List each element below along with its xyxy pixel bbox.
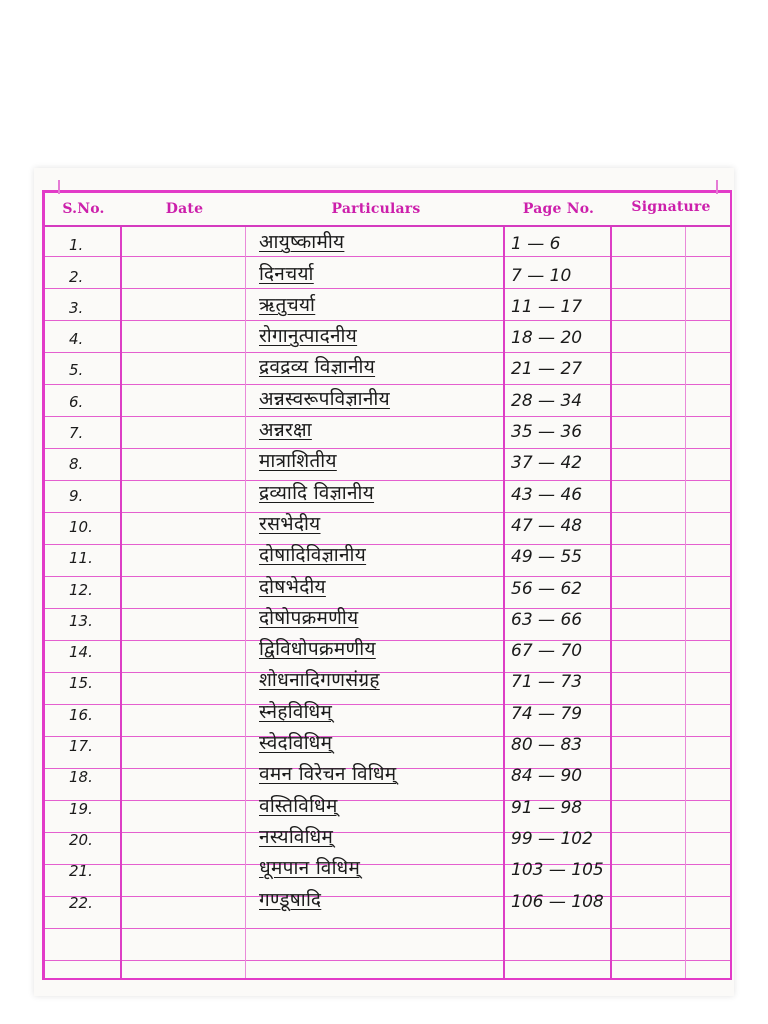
row-pages: 99 — 102 (511, 828, 593, 849)
row-pages: 74 — 79 (511, 703, 583, 724)
row-signature (612, 755, 730, 759)
row-serial: 13. (69, 611, 93, 630)
table-row (45, 728, 730, 759)
table-row (45, 352, 730, 383)
row-particulars: ऋतुचर्या (259, 293, 316, 316)
row-signature (612, 411, 730, 415)
header-signature: Signature (631, 199, 711, 215)
row-date (122, 818, 247, 822)
row-date (122, 849, 247, 853)
row-serial: 14. (69, 643, 93, 662)
row-particulars: रसभेदीय (259, 512, 321, 535)
row-pages: 91 — 98 (511, 797, 583, 818)
table-row (45, 415, 730, 446)
row-date (122, 630, 247, 634)
header-particulars: Particulars (331, 201, 421, 217)
row-particulars: वस्तिविधिम् (259, 794, 338, 817)
row-particulars: द्रव्यादि विज्ञानीय (259, 481, 375, 504)
row-signature (612, 567, 730, 571)
row-date (122, 442, 247, 446)
row-date (122, 912, 247, 916)
row-date (122, 880, 247, 884)
row-signature (612, 724, 730, 728)
table-row (45, 446, 730, 477)
row-signature (612, 661, 730, 665)
row-date (122, 379, 247, 383)
row-date (122, 473, 247, 477)
table-row (45, 634, 730, 665)
row-particulars: दिनचर्या (259, 262, 314, 285)
row-signature (612, 254, 730, 258)
table-row (45, 853, 730, 884)
row-particulars: नस्यविधिम् (259, 825, 334, 848)
row-date (122, 724, 247, 728)
row-particulars: आयुष्कामीय (259, 231, 345, 254)
row-serial: 19. (69, 799, 93, 818)
table-row (45, 540, 730, 571)
margin-tick (716, 180, 718, 194)
table-row (45, 321, 730, 352)
row-serial: 7. (69, 424, 84, 443)
row-pages: 21 — 27 (511, 359, 583, 380)
row-pages: 49 — 55 (511, 547, 583, 568)
table-row (45, 509, 730, 540)
row-serial: 20. (69, 830, 93, 849)
row-pages: 47 — 48 (511, 515, 583, 536)
row-signature (612, 692, 730, 696)
row-pages: 28 — 34 (511, 390, 583, 411)
row-pages: 37 — 42 (511, 453, 583, 474)
row-particulars: स्वेदविधिम् (259, 732, 333, 755)
row-serial: 10. (69, 517, 93, 536)
notebook-page (34, 168, 734, 996)
table-row (45, 227, 730, 258)
row-serial: 9. (69, 486, 84, 505)
row-pages: 80 — 83 (511, 735, 583, 756)
row-signature (612, 348, 730, 352)
row-particulars: रोगानुत्पादनीय (259, 325, 358, 348)
row-serial: 2. (69, 267, 84, 286)
row-serial: 22. (69, 893, 93, 912)
header-page-no: Page No. (522, 201, 595, 217)
margin-tick (58, 180, 60, 194)
row-particulars: दोषभेदीय (259, 575, 326, 598)
row-particulars: धूमपान विधिम् (259, 857, 361, 880)
row-date (122, 411, 247, 415)
row-signature (612, 442, 730, 446)
row-serial: 8. (69, 455, 84, 474)
row-particulars: द्रवद्रव्य विज्ञानीय (259, 356, 376, 379)
row-particulars: मात्राशितीय (259, 450, 337, 473)
row-particulars: गण्डूषादि (259, 888, 322, 911)
row-serial: 12. (69, 580, 93, 599)
index-table (42, 190, 732, 980)
row-date (122, 286, 247, 290)
row-particulars: द्विविधोपक्रमणीय (259, 638, 376, 661)
table-row (45, 822, 730, 853)
row-signature (612, 286, 730, 290)
row-serial: 5. (69, 361, 84, 380)
row-pages: 35 — 36 (511, 422, 583, 443)
table-row (45, 665, 730, 696)
row-serial: 11. (69, 549, 93, 568)
table-row (45, 290, 730, 321)
row-date (122, 599, 247, 603)
row-pages: 11 — 17 (511, 296, 583, 317)
row-pages: 84 — 90 (511, 766, 583, 787)
row-signature (612, 880, 730, 884)
row-signature (612, 786, 730, 790)
row-signature (612, 379, 730, 383)
row-date (122, 536, 247, 540)
row-date (122, 317, 247, 321)
row-serial: 16. (69, 705, 93, 724)
row-particulars: अन्नरक्षा (259, 419, 312, 442)
row-pages: 1 — 6 (511, 234, 561, 255)
row-particulars: शोधनादिगणसंग्रह (259, 669, 380, 692)
row-serial: 17. (69, 737, 93, 756)
row-pages: 7 — 10 (511, 265, 572, 286)
row-particulars: वमन विरेचन विधिम् (259, 763, 397, 786)
row-serial: 1. (69, 236, 84, 255)
row-pages: 63 — 66 (511, 609, 583, 630)
row-serial: 21. (69, 862, 93, 881)
table-row (45, 790, 730, 821)
table-row (45, 383, 730, 414)
row-pages: 43 — 46 (511, 484, 583, 505)
table-row (45, 258, 730, 289)
row-particulars: अन्नस्वरूपविज्ञानीय (259, 387, 390, 410)
row-date (122, 505, 247, 509)
row-date (122, 692, 247, 696)
row-pages: 67 — 70 (511, 641, 583, 662)
row-signature (612, 317, 730, 321)
row-pages: 56 — 62 (511, 578, 583, 599)
table-row (45, 477, 730, 508)
row-serial: 3. (69, 298, 84, 317)
row-date (122, 348, 247, 352)
row-date (122, 567, 247, 571)
row-signature (612, 505, 730, 509)
row-serial: 18. (69, 768, 93, 787)
row-date (122, 755, 247, 759)
table-body (45, 227, 730, 916)
row-date (122, 661, 247, 665)
row-serial: 6. (69, 392, 84, 411)
row-pages: 103 — 105 (511, 860, 604, 881)
row-serial: 4. (69, 330, 84, 349)
table-row (45, 884, 730, 915)
row-signature (612, 818, 730, 822)
row-signature (612, 849, 730, 853)
header-date: Date (165, 201, 204, 217)
row-particulars: स्नेहविधिम् (259, 700, 333, 723)
row-date (122, 786, 247, 790)
row-signature (612, 536, 730, 540)
table-header (45, 193, 730, 227)
row-pages: 106 — 108 (511, 891, 604, 912)
row-signature (612, 912, 730, 916)
row-date (122, 254, 247, 258)
row-signature (612, 630, 730, 634)
row-signature (612, 473, 730, 477)
table-row (45, 759, 730, 790)
row-particulars: दोषादिविज्ञानीय (259, 544, 367, 567)
table-row (45, 571, 730, 602)
row-serial: 15. (69, 674, 93, 693)
table-row (45, 603, 730, 634)
row-pages: 18 — 20 (511, 328, 583, 349)
row-pages: 71 — 73 (511, 672, 583, 693)
header-sno: S.No. (62, 201, 105, 217)
row-signature (612, 599, 730, 603)
row-particulars: दोषोपक्रमणीय (259, 606, 359, 629)
table-row (45, 696, 730, 727)
